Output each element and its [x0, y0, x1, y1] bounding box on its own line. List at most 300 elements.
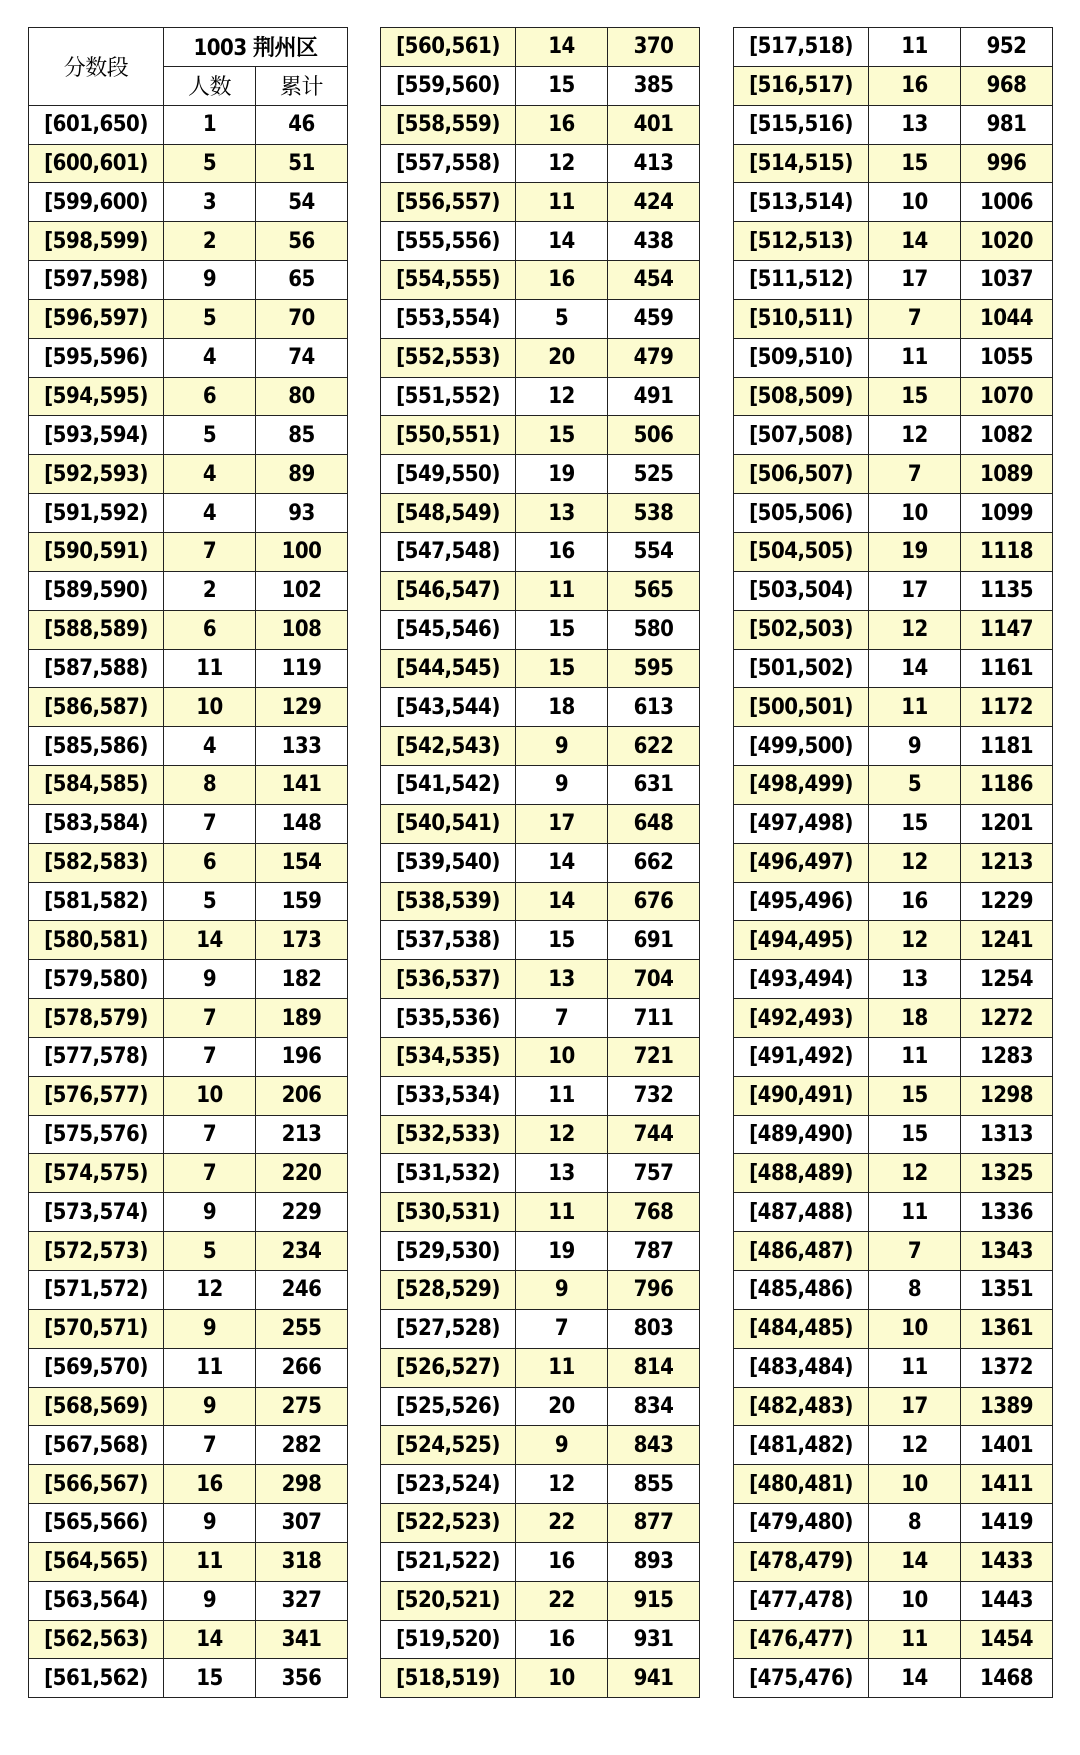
cumulative-cell: 1135 — [961, 571, 1053, 610]
count-cell: 10 — [869, 1581, 961, 1620]
table-row — [734, 1154, 1053, 1193]
cumulative-cell: 56 — [256, 222, 348, 261]
count-cell: 11 — [869, 688, 961, 727]
table-row — [29, 1232, 348, 1271]
score-range-cell: [562,563) — [29, 1620, 164, 1659]
count-cell: 9 — [164, 261, 256, 300]
table-row — [381, 144, 700, 183]
table-row — [381, 222, 700, 261]
count-cell: 2 — [164, 571, 256, 610]
table-row — [381, 1504, 700, 1543]
table-row — [29, 999, 348, 1038]
score-range-cell: [548,549) — [381, 494, 516, 533]
count-cell: 22 — [516, 1581, 608, 1620]
score-range-cell: [593,594) — [29, 416, 164, 455]
table-row — [381, 999, 700, 1038]
count-cell: 15 — [869, 1115, 961, 1154]
table-row — [29, 571, 348, 610]
count-cell: 14 — [869, 1659, 961, 1698]
score-range-cell: [477,478) — [734, 1581, 869, 1620]
score-range-cell: [506,507) — [734, 455, 869, 494]
cumulative-cell: 1044 — [961, 299, 1053, 338]
count-cell: 7 — [869, 455, 961, 494]
cumulative-cell: 438 — [608, 222, 700, 261]
count-cell: 9 — [164, 1193, 256, 1232]
cumulative-cell: 102 — [256, 571, 348, 610]
count-cell: 2 — [164, 222, 256, 261]
score-range-cell: [535,536) — [381, 999, 516, 1038]
count-cell: 17 — [869, 571, 961, 610]
score-range-cell: [494,495) — [734, 921, 869, 960]
score-range-cell: [513,514) — [734, 183, 869, 222]
count-cell: 7 — [164, 1037, 256, 1076]
count-cell: 10 — [516, 1659, 608, 1698]
table-row — [734, 1193, 1053, 1232]
table-row — [29, 1465, 348, 1504]
table-row — [381, 960, 700, 999]
score-range-cell: [480,481) — [734, 1465, 869, 1504]
score-range-cell: [520,521) — [381, 1581, 516, 1620]
score-range-cell: [502,503) — [734, 610, 869, 649]
count-cell: 7 — [516, 1309, 608, 1348]
score-range-cell: [526,527) — [381, 1348, 516, 1387]
count-cell: 9 — [164, 1581, 256, 1620]
score-range-cell: [495,496) — [734, 882, 869, 921]
score-range-cell: [490,491) — [734, 1076, 869, 1115]
table-row — [381, 455, 700, 494]
count-cell: 7 — [164, 1115, 256, 1154]
table-row — [29, 532, 348, 571]
score-range-cell: [499,500) — [734, 727, 869, 766]
count-cell: 16 — [516, 1620, 608, 1659]
cumulative-cell: 275 — [256, 1387, 348, 1426]
score-range-cell: [552,553) — [381, 338, 516, 377]
cumulative-cell: 1089 — [961, 455, 1053, 494]
cumulative-cell: 1082 — [961, 416, 1053, 455]
table-row — [381, 1542, 700, 1581]
table-body-3 — [734, 28, 1053, 1698]
score-range-cell: [476,477) — [734, 1620, 869, 1659]
table-row — [29, 1115, 348, 1154]
score-table-3 — [733, 27, 1053, 1698]
cumulative-cell: 327 — [256, 1581, 348, 1620]
score-range-cell: [554,555) — [381, 261, 516, 300]
cumulative-cell: 952 — [961, 28, 1053, 67]
table-row — [734, 416, 1053, 455]
cumulative-cell: 1181 — [961, 727, 1053, 766]
score-range-cell: [566,567) — [29, 1465, 164, 1504]
table-row — [29, 377, 348, 416]
table-row — [29, 960, 348, 999]
score-range-cell: [546,547) — [381, 571, 516, 610]
table-row — [734, 882, 1053, 921]
table-row — [29, 843, 348, 882]
table-row — [734, 804, 1053, 843]
cumulative-cell: 787 — [608, 1232, 700, 1271]
table-row — [381, 571, 700, 610]
cumulative-cell: 341 — [256, 1620, 348, 1659]
cumulative-cell: 424 — [608, 183, 700, 222]
table-row — [381, 1271, 700, 1310]
cumulative-cell: 893 — [608, 1542, 700, 1581]
cumulative-cell: 70 — [256, 299, 348, 338]
table-row — [29, 299, 348, 338]
count-cell: 9 — [516, 766, 608, 805]
cumulative-cell: 220 — [256, 1154, 348, 1193]
count-cell: 11 — [869, 1037, 961, 1076]
score-range-cell: [553,554) — [381, 299, 516, 338]
count-cell: 14 — [164, 1620, 256, 1659]
cumulative-cell: 282 — [256, 1426, 348, 1465]
score-range-cell: [545,546) — [381, 610, 516, 649]
cumulative-cell: 1313 — [961, 1115, 1053, 1154]
count-cell: 5 — [869, 766, 961, 805]
table-row — [29, 1542, 348, 1581]
count-cell: 5 — [516, 299, 608, 338]
table-row — [734, 144, 1053, 183]
score-range-cell: [504,505) — [734, 532, 869, 571]
cumulative-cell: 356 — [256, 1659, 348, 1698]
cumulative-cell: 1006 — [961, 183, 1053, 222]
table-row — [381, 1620, 700, 1659]
cumulative-cell: 173 — [256, 921, 348, 960]
cumulative-cell: 711 — [608, 999, 700, 1038]
table-row — [29, 1154, 348, 1193]
score-range-cell: [565,566) — [29, 1504, 164, 1543]
score-range-cell: [559,560) — [381, 66, 516, 105]
cumulative-cell: 1389 — [961, 1387, 1053, 1426]
table-row — [734, 1659, 1053, 1698]
count-cell: 7 — [516, 999, 608, 1038]
score-range-cell: [496,497) — [734, 843, 869, 882]
table-row — [734, 766, 1053, 805]
score-range-cell: [551,552) — [381, 377, 516, 416]
score-range-cell: [600,601) — [29, 144, 164, 183]
table-row — [381, 1309, 700, 1348]
score-range-cell: [525,526) — [381, 1387, 516, 1426]
table-row — [381, 610, 700, 649]
score-range-cell: [491,492) — [734, 1037, 869, 1076]
score-range-cell: [584,585) — [29, 766, 164, 805]
score-range-cell: [561,562) — [29, 1659, 164, 1698]
count-cell: 16 — [869, 66, 961, 105]
table-row — [29, 766, 348, 805]
score-range-cell: [488,489) — [734, 1154, 869, 1193]
count-cell: 11 — [164, 1542, 256, 1581]
cumulative-cell: 768 — [608, 1193, 700, 1232]
count-cell: 7 — [869, 299, 961, 338]
count-cell: 12 — [869, 416, 961, 455]
table-row — [734, 1426, 1053, 1465]
score-range-cell: [587,588) — [29, 649, 164, 688]
count-cell: 8 — [869, 1504, 961, 1543]
count-cell: 12 — [869, 1426, 961, 1465]
table-row — [734, 1387, 1053, 1426]
table-row — [29, 1581, 348, 1620]
cumulative-cell: 1336 — [961, 1193, 1053, 1232]
score-range-cell: [519,520) — [381, 1620, 516, 1659]
cumulative-cell: 1443 — [961, 1581, 1053, 1620]
count-cell: 4 — [164, 338, 256, 377]
table-row — [734, 1309, 1053, 1348]
score-range-cell: [523,524) — [381, 1465, 516, 1504]
district-header: 1003 荆州区 — [164, 28, 348, 67]
table-row — [29, 1348, 348, 1387]
cumulative-cell: 931 — [608, 1620, 700, 1659]
table-row — [381, 299, 700, 338]
table-row — [381, 1387, 700, 1426]
table-row — [734, 494, 1053, 533]
score-range-cell: [586,587) — [29, 688, 164, 727]
score-range-cell: [599,600) — [29, 183, 164, 222]
cumulative-cell: 182 — [256, 960, 348, 999]
table-row — [29, 494, 348, 533]
count-cell: 9 — [164, 960, 256, 999]
cumulative-cell: 196 — [256, 1037, 348, 1076]
count-cell: 5 — [164, 416, 256, 455]
cumulative-cell: 648 — [608, 804, 700, 843]
table-row — [734, 727, 1053, 766]
cumulative-cell: 54 — [256, 183, 348, 222]
count-cell: 14 — [164, 921, 256, 960]
cumulative-cell: 1186 — [961, 766, 1053, 805]
score-range-cell: [524,525) — [381, 1426, 516, 1465]
table-row — [734, 1581, 1053, 1620]
cumulative-cell: 565 — [608, 571, 700, 610]
count-cell: 4 — [164, 494, 256, 533]
score-range-cell: [555,556) — [381, 222, 516, 261]
cumulative-cell: 51 — [256, 144, 348, 183]
table-row — [381, 1115, 700, 1154]
table-row — [29, 338, 348, 377]
cumulative-cell: 298 — [256, 1465, 348, 1504]
score-range-cell: [542,543) — [381, 727, 516, 766]
count-cell: 11 — [516, 183, 608, 222]
table-row — [29, 183, 348, 222]
score-table-2 — [380, 27, 700, 1698]
count-cell: 4 — [164, 727, 256, 766]
count-cell: 10 — [869, 494, 961, 533]
count-cell: 17 — [516, 804, 608, 843]
score-range-cell: [505,506) — [734, 494, 869, 533]
score-range-cell: [550,551) — [381, 416, 516, 455]
count-cell: 11 — [869, 338, 961, 377]
score-range-cell: [498,499) — [734, 766, 869, 805]
score-range-cell: [528,529) — [381, 1271, 516, 1310]
cumulative-cell: 1161 — [961, 649, 1053, 688]
cumulative-cell: 631 — [608, 766, 700, 805]
cumulative-cell: 1254 — [961, 960, 1053, 999]
table-row — [381, 727, 700, 766]
score-range-cell: [569,570) — [29, 1348, 164, 1387]
cumulative-cell: 1454 — [961, 1620, 1053, 1659]
cumulative-cell: 1037 — [961, 261, 1053, 300]
count-cell: 8 — [869, 1271, 961, 1310]
score-range-cell: [518,519) — [381, 1659, 516, 1698]
score-range-cell: [543,544) — [381, 688, 516, 727]
cumulative-cell: 100 — [256, 532, 348, 571]
cumulative-cell: 46 — [256, 105, 348, 144]
table-row — [381, 1193, 700, 1232]
count-cell: 11 — [516, 1193, 608, 1232]
table-row — [734, 1232, 1053, 1271]
count-cell: 18 — [516, 688, 608, 727]
score-range-cell: [536,537) — [381, 960, 516, 999]
score-range-cell: [573,574) — [29, 1193, 164, 1232]
table-body-2 — [381, 28, 700, 1698]
score-range-cell: [564,565) — [29, 1542, 164, 1581]
score-range-cell: [591,592) — [29, 494, 164, 533]
cumulative-cell: 538 — [608, 494, 700, 533]
cumulative-cell: 154 — [256, 843, 348, 882]
count-cell: 9 — [516, 727, 608, 766]
count-cell: 5 — [164, 144, 256, 183]
count-cell: 18 — [869, 999, 961, 1038]
table-row — [29, 1271, 348, 1310]
count-cell: 7 — [164, 1426, 256, 1465]
score-range-cell: [549,550) — [381, 455, 516, 494]
table-row — [381, 1232, 700, 1271]
cumulative-cell: 981 — [961, 105, 1053, 144]
cumulative-cell: 229 — [256, 1193, 348, 1232]
table-row — [29, 921, 348, 960]
score-range-cell: [580,581) — [29, 921, 164, 960]
count-cell: 15 — [516, 610, 608, 649]
cumulative-cell: 1020 — [961, 222, 1053, 261]
cumulative-cell: 85 — [256, 416, 348, 455]
count-cell: 13 — [869, 960, 961, 999]
cumulative-cell: 159 — [256, 882, 348, 921]
score-range-cell: [582,583) — [29, 843, 164, 882]
count-cell: 16 — [164, 1465, 256, 1504]
table-row — [29, 688, 348, 727]
table-row — [29, 455, 348, 494]
count-cell: 4 — [164, 455, 256, 494]
cumulative-cell: 119 — [256, 649, 348, 688]
cumulative-cell: 1343 — [961, 1232, 1053, 1271]
table-row — [734, 999, 1053, 1038]
count-cell: 11 — [164, 649, 256, 688]
count-cell: 20 — [516, 1387, 608, 1426]
cumulative-cell: 1372 — [961, 1348, 1053, 1387]
score-range-cell: [492,493) — [734, 999, 869, 1038]
table-row — [734, 960, 1053, 999]
score-range-cell: [507,508) — [734, 416, 869, 455]
count-cell: 11 — [516, 1348, 608, 1387]
count-cell: 16 — [516, 261, 608, 300]
count-cell: 12 — [869, 921, 961, 960]
table-row — [734, 28, 1053, 67]
table-row — [381, 377, 700, 416]
table-row — [29, 804, 348, 843]
table-row — [734, 183, 1053, 222]
table-row — [381, 921, 700, 960]
table-row — [734, 299, 1053, 338]
table-row — [734, 1037, 1053, 1076]
cumulative-cell: 996 — [961, 144, 1053, 183]
count-cell: 19 — [516, 1232, 608, 1271]
cumulative-cell: 307 — [256, 1504, 348, 1543]
table-row — [29, 649, 348, 688]
table-row — [734, 1115, 1053, 1154]
cumulative-cell: 370 — [608, 28, 700, 67]
table-row — [381, 1581, 700, 1620]
count-cell: 11 — [516, 1076, 608, 1115]
count-cell: 20 — [516, 338, 608, 377]
table-row — [381, 882, 700, 921]
score-range-cell: [539,540) — [381, 843, 516, 882]
count-cell: 11 — [869, 1348, 961, 1387]
table-row — [381, 338, 700, 377]
score-range-cell: [521,522) — [381, 1542, 516, 1581]
score-range-cell: [527,528) — [381, 1309, 516, 1348]
count-cell: 12 — [164, 1271, 256, 1310]
score-range-cell: [530,531) — [381, 1193, 516, 1232]
cumulative-cell: 1241 — [961, 921, 1053, 960]
cumulative-cell: 1172 — [961, 688, 1053, 727]
segment-header: 分数段 — [29, 28, 164, 106]
cumulative-cell: 968 — [961, 66, 1053, 105]
count-cell: 10 — [869, 1309, 961, 1348]
table-row — [734, 649, 1053, 688]
table-row — [381, 843, 700, 882]
count-cell: 5 — [164, 299, 256, 338]
table-row — [381, 1426, 700, 1465]
score-range-cell: [529,530) — [381, 1232, 516, 1271]
count-cell: 12 — [516, 1465, 608, 1504]
cumulative-cell: 1433 — [961, 1542, 1053, 1581]
table-row — [734, 1076, 1053, 1115]
score-range-cell: [576,577) — [29, 1076, 164, 1115]
table-row — [29, 1309, 348, 1348]
count-cell: 13 — [516, 1154, 608, 1193]
cumulative-cell: 385 — [608, 66, 700, 105]
cumulative-cell: 413 — [608, 144, 700, 183]
score-range-cell: [575,576) — [29, 1115, 164, 1154]
score-range-cell: [595,596) — [29, 338, 164, 377]
cumulative-cell: 1070 — [961, 377, 1053, 416]
count-cell: 9 — [516, 1271, 608, 1310]
count-cell: 9 — [516, 1426, 608, 1465]
count-cell: 12 — [869, 610, 961, 649]
cumulative-cell: 1147 — [961, 610, 1053, 649]
cumulative-cell: 1419 — [961, 1504, 1053, 1543]
count-cell: 6 — [164, 610, 256, 649]
count-cell: 8 — [164, 766, 256, 805]
table-row — [29, 416, 348, 455]
score-range-cell: [510,511) — [734, 299, 869, 338]
score-range-cell: [597,598) — [29, 261, 164, 300]
cumulative-cell: 506 — [608, 416, 700, 455]
table-row — [734, 688, 1053, 727]
score-range-cell: [574,575) — [29, 1154, 164, 1193]
table-row — [381, 1037, 700, 1076]
cumulative-cell: 855 — [608, 1465, 700, 1504]
score-range-cell: [503,504) — [734, 571, 869, 610]
cumulative-cell: 676 — [608, 882, 700, 921]
table-row — [29, 261, 348, 300]
score-range-cell: [577,578) — [29, 1037, 164, 1076]
table-row — [734, 1504, 1053, 1543]
table-row — [29, 610, 348, 649]
table-row — [29, 1620, 348, 1659]
score-range-cell: [567,568) — [29, 1426, 164, 1465]
cumulative-cell: 1351 — [961, 1271, 1053, 1310]
score-range-cell: [508,509) — [734, 377, 869, 416]
cumulative-cell: 941 — [608, 1659, 700, 1698]
table-row — [381, 1465, 700, 1504]
table-body-1 — [29, 105, 348, 1698]
